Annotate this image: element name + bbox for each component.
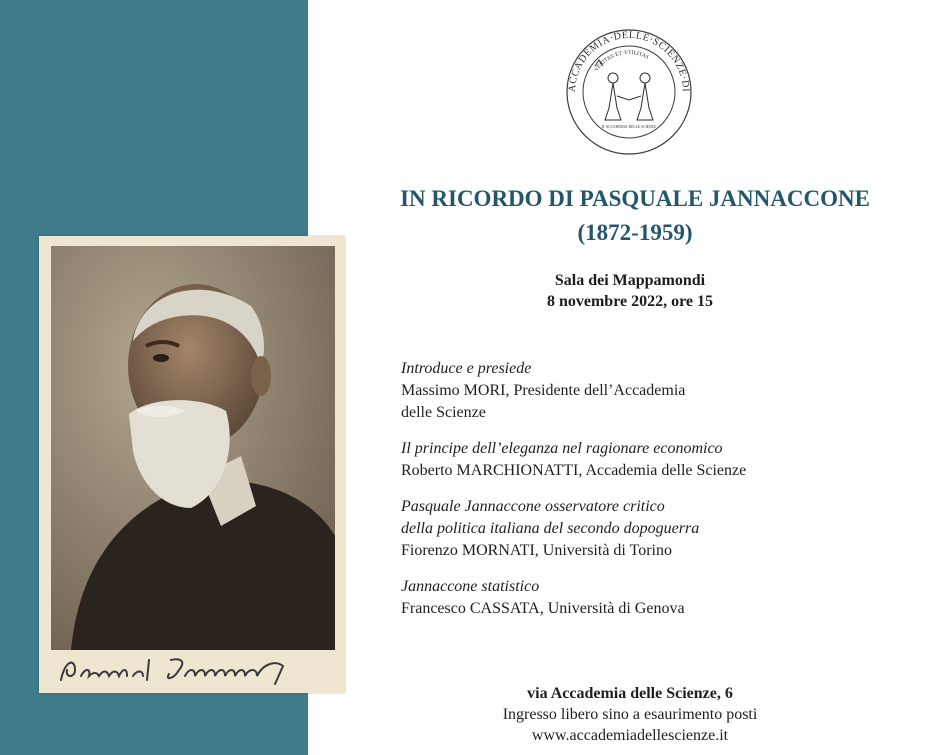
program-speaker: Roberto MARCHIONATTI, Accademia delle Scienze: [401, 462, 747, 479]
program-topic: Il principe dell’eleganza nel ragionare economico: [401, 440, 723, 457]
program-speaker: Massimo MORI, Presidente dell’Accademia: [401, 382, 686, 399]
program-item: [401, 358, 901, 424]
title-line-2: (1872-1959): [577, 220, 693, 245]
seal-inner-text: R·ACCADEMIA·DELLE·SCIENZE: [602, 125, 656, 129]
footer-address: via Accademia delle Scienze, 6: [527, 685, 733, 702]
program-speaker: delle Scienze: [401, 404, 486, 421]
footer-website: www.accademiadellescienze.it: [531, 727, 729, 744]
venue-datetime: 8 novembre 2022, ore 15: [546, 293, 714, 310]
program-item: [401, 438, 901, 482]
program-speaker: Francesco CASSATA, Università di Genova: [401, 600, 685, 617]
page-title: [340, 182, 930, 250]
portrait-photo-card: [39, 236, 345, 693]
program-speaker: Fiorenzo MORNATI, Università di Torino: [401, 542, 672, 559]
program-topic: Jannaccone statistico: [401, 578, 540, 595]
program-topic: Introduce e presiede: [401, 360, 532, 377]
program-topic: Pasquale Jannaccone osservatore critico: [401, 498, 665, 515]
portrait-photo: [51, 246, 335, 650]
signature-graphic: [53, 650, 333, 690]
program-item: [401, 496, 901, 562]
venue-room: Sala dei Mappamondi: [554, 272, 706, 289]
seal-motto: VERITAS·ET·VTILITAS: [593, 49, 650, 73]
title-line-1: IN RICORDO DI PASQUALE JANNACCONE: [400, 186, 870, 211]
program-topic: della politica italiana del secondo dopoguerra: [401, 520, 700, 537]
program-list: [401, 358, 901, 634]
footer-info: [430, 683, 830, 746]
academy-seal-logo: [565, 28, 693, 156]
seal-outer-text: ACCADEMIA·DELLE·SCIENZE·DI: [566, 29, 692, 93]
svg-text:VERITAS·ET·VTILITAS: [594, 50, 650, 73]
event-venue: [430, 270, 830, 312]
program-item: [401, 576, 901, 620]
footer-entry-note: Ingresso libero sino a esaurimento posti: [502, 706, 758, 723]
